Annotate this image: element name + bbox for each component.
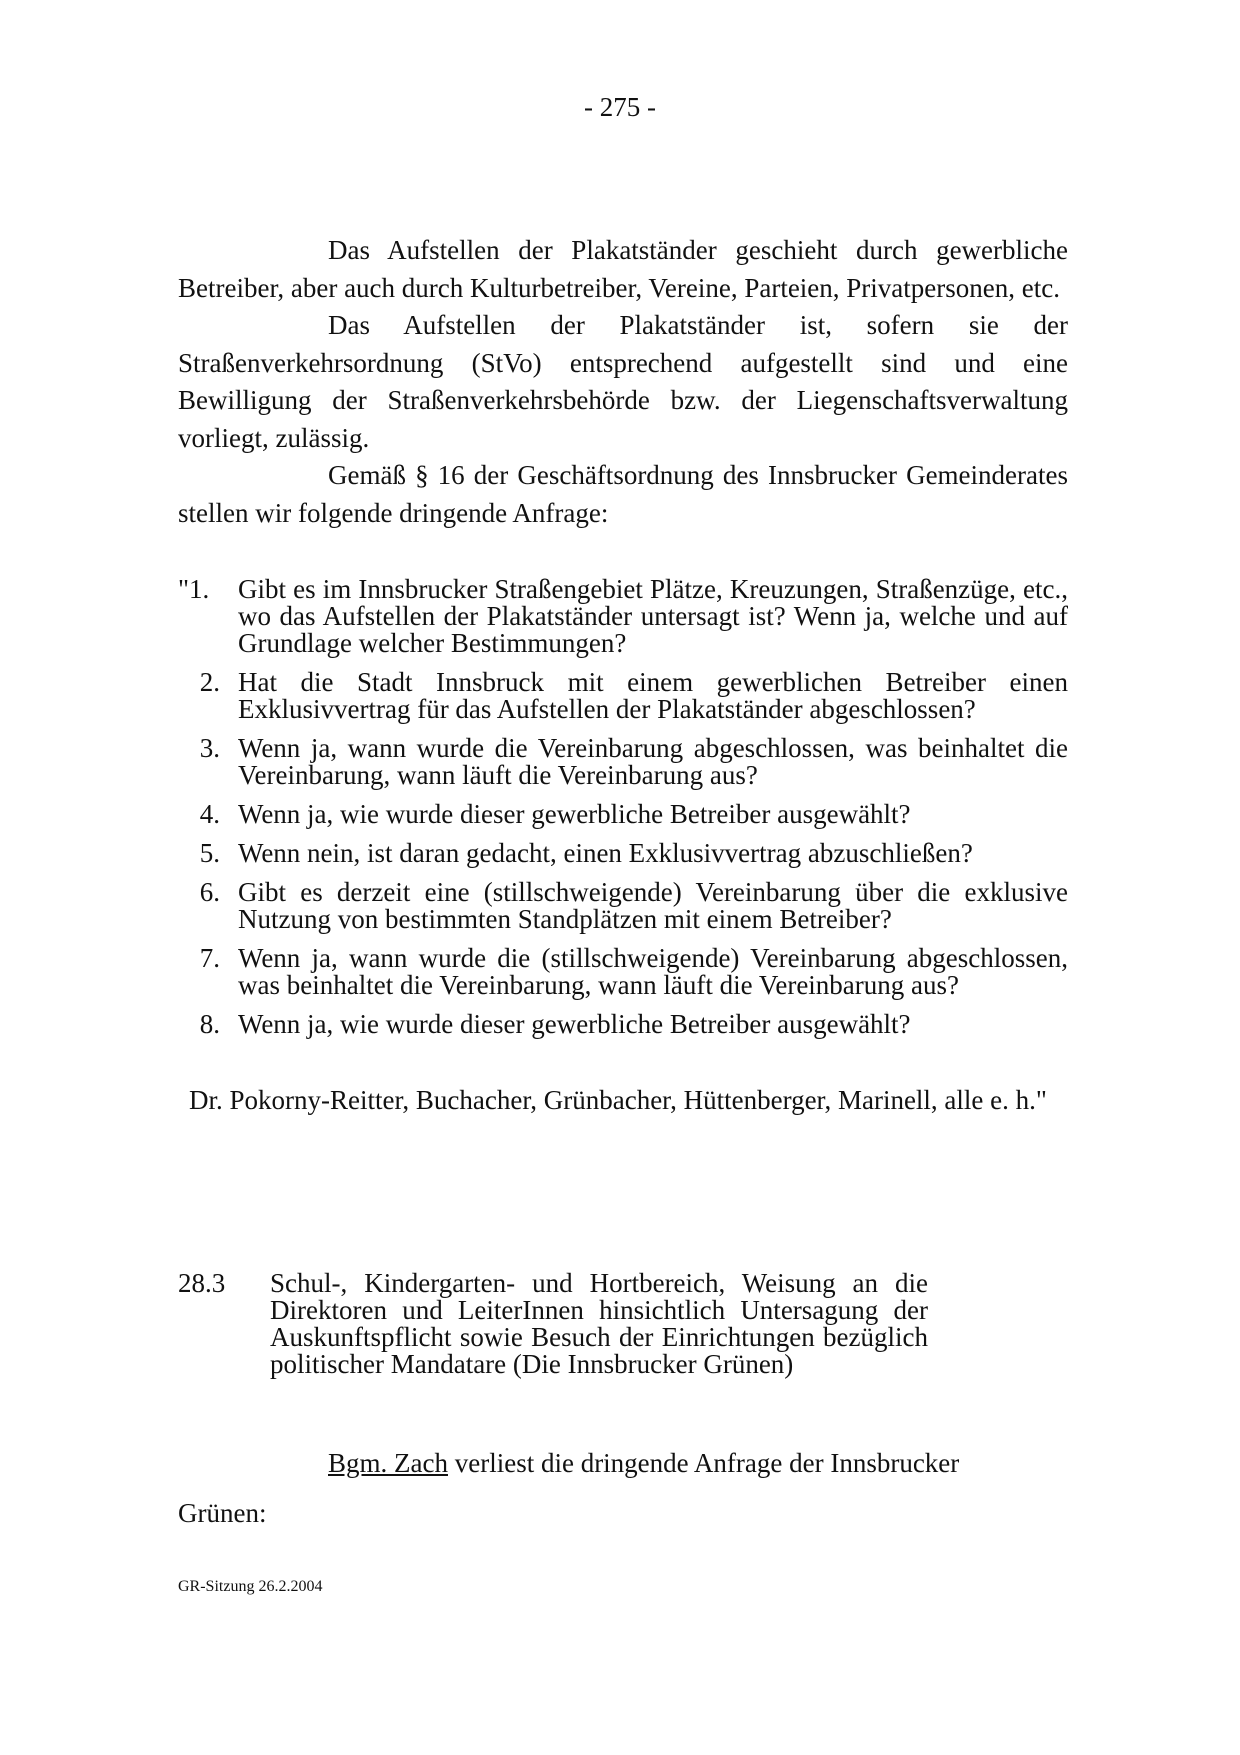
intro-section [178, 232, 1068, 532]
question-item [178, 945, 1068, 999]
question-item [178, 840, 1068, 867]
question-number: 6. [199, 877, 220, 907]
intro-paragraph-2: Das Aufstellen der Plakatständer ist, sofern sie der Straßenverkehrsordnung (StVo) entsprechend aufgestellt sind und eine Bewilligung der Straßenverkehrsbehörde bzw. der Liegenschaftsverwaltung vorliegt, zulässig. [178, 310, 1068, 453]
agenda-number: 28.3 [178, 1268, 226, 1298]
question-text: Gibt es derzeit eine (stillschweigende) Vereinbarung über die exklusive Nutzung von bestimmten Standplätzen mit einem Betreiber? [238, 877, 1068, 934]
question-number: 3. [199, 733, 220, 763]
question-number: 2. [199, 667, 220, 697]
question-text: Wenn ja, wann wurde die (stillschweigende) Vereinbarung abgeschlossen, was beinhaltet die Vereinbarung, wann läuft die Vereinbarung aus? [238, 943, 1068, 1000]
question-number: 5. [199, 838, 220, 868]
question-text: Wenn ja, wann wurde die Vereinbarung abgeschlossen, was beinhaltet die Vereinbarung, wann läuft die Vereinbarung aus? [238, 733, 1068, 790]
question-item [178, 879, 1068, 933]
question-text: Wenn nein, ist daran gedacht, einen Exklusivvertrag abzuschließen? [238, 838, 973, 868]
speaker-name: Bgm. Zach [328, 1448, 448, 1478]
footer-session-date: GR-Sitzung 26.2.2004 [178, 1578, 323, 1595]
intro-paragraph-1: Das Aufstellen der Plakatständer geschieht durch gewerbliche Betreiber, aber auch durch Kulturbetreiber, Vereine, Parteien, Privatpersonen, etc. [178, 235, 1068, 303]
question-text: Wenn ja, wie wurde dieser gewerbliche Betreiber ausgewählt? [238, 1009, 911, 1039]
page-number: - 275 - [584, 92, 656, 122]
question-text: Gibt es im Innsbrucker Straßengebiet Plätze, Kreuzungen, Straßenzüge, etc., wo das Aufstellen der Plakatständer untersagt ist? Wenn ja, welche und auf Grundlage welcher Bestimmungen? [238, 574, 1068, 658]
question-text: Wenn ja, wie wurde dieser gewerbliche Betreiber ausgewählt? [238, 799, 911, 829]
signature-line: Dr. Pokorny-Reitter, Buchacher, Grünbacher, Hüttenberger, Marinell, alle e. h." [189, 1085, 1047, 1115]
intro-paragraph-3: Gemäß § 16 der Geschäftsordnung des Innsbrucker Gemeinderates stellen wir folgende dringende Anfrage: [178, 460, 1068, 528]
reading-text: verliest die dringende Anfrage der Innsbrucker [447, 1448, 960, 1478]
question-text: Hat die Stadt Innsbruck mit einem gewerblichen Betreiber einen Exklusivvertrag für das Aufstellen der Plakatständer abgeschlossen? [238, 667, 1068, 724]
agenda-title: Schul-, Kindergarten- und Hortbereich, Weisung an die Direktoren und LeiterInnen hinsichtlich Untersagung der Auskunftspflicht sowie Besuch der Einrichtungen bezüglich politischer Mandatare (Die Innsbrucker Grünen) [270, 1268, 928, 1379]
reading-statement [178, 1438, 1068, 1538]
question-item [178, 576, 1068, 657]
question-item [178, 669, 1068, 723]
question-list [178, 576, 1068, 1050]
question-number: 7. [199, 943, 220, 973]
agenda-item [178, 1270, 928, 1378]
reading-continuation: Grünen: [178, 1498, 267, 1528]
question-number: 4. [199, 799, 220, 829]
question-item [178, 1011, 1068, 1038]
question-number: 8. [199, 1009, 220, 1039]
question-item [178, 801, 1068, 828]
question-number: "1. [178, 574, 210, 604]
question-item [178, 735, 1068, 789]
